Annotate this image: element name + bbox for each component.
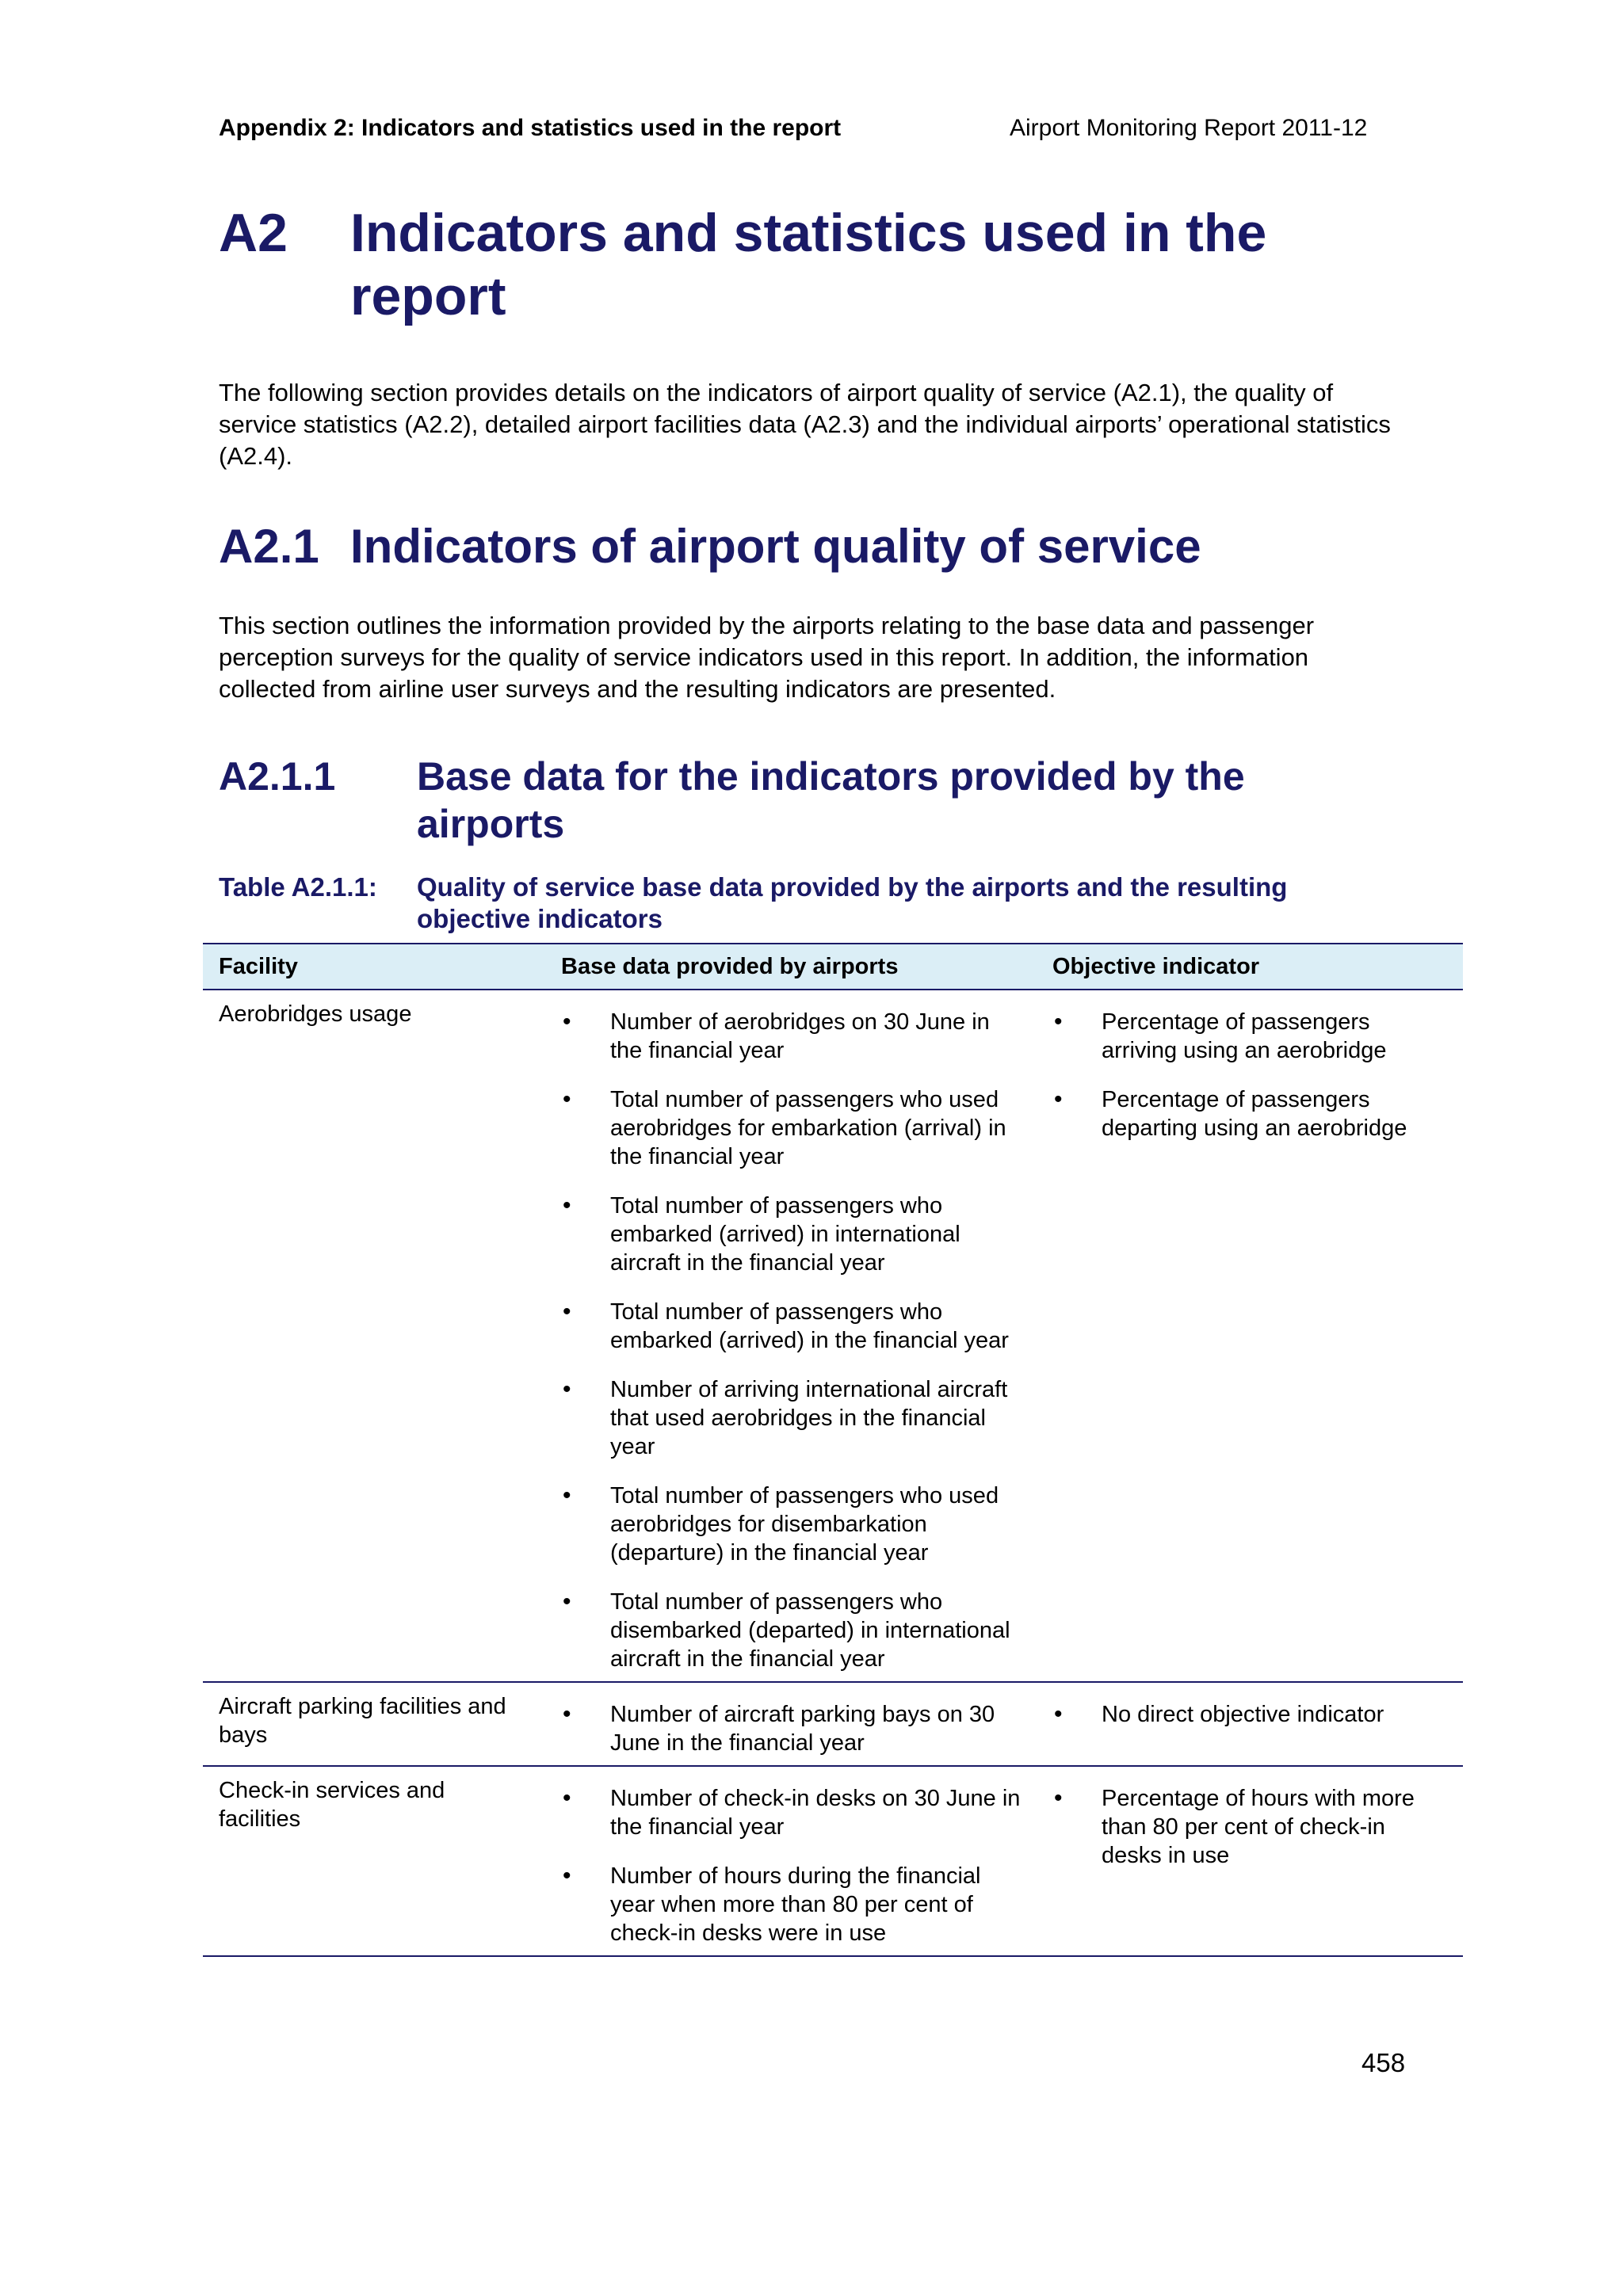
base-data-cell: [545, 1766, 1037, 1956]
list-item: • Percentage of hours with more than 80 per cent of check-in desks in use: [1054, 1785, 1415, 1868]
table-row: [203, 990, 1463, 1682]
page-number: 458: [1361, 2048, 1406, 2077]
list-item: • No direct objective indicator: [1054, 1701, 1384, 1727]
list-item: • Percentage of passengers departing using an aerobridge: [1054, 1086, 1407, 1141]
bullet-icon: •: [563, 1376, 571, 1402]
column-header-facility: Facility: [203, 944, 545, 990]
bullet-icon: •: [563, 1785, 571, 1811]
subsection-title: Base data for the indicators provided by the airports: [417, 754, 1245, 846]
section-paragraph: This section outlines the information provided by the airports relating to the base data and passenger perception surveys for the quality of service indicators used in this report. In addition, the information collected from airline user surveys and the resulting indicators are presented.: [219, 612, 1315, 703]
indicator-list: [1052, 1784, 1447, 1870]
bullet-icon: •: [563, 1482, 571, 1508]
base-data-cell: [545, 1682, 1037, 1766]
facility-cell: Aerobridges usage: [203, 990, 545, 1682]
list-item: • Number of aerobridges on 30 June in the financial year: [563, 1009, 990, 1063]
bullet-icon: •: [1054, 1086, 1063, 1112]
bullet-icon: •: [563, 1192, 571, 1219]
list-item: • Number of arriving international aircraft that used aerobridges in the financial year: [563, 1376, 1008, 1459]
bullet-icon: •: [563, 1701, 571, 1727]
bullet-icon: •: [563, 1299, 571, 1325]
subsection-heading: [219, 753, 1407, 848]
section-title: Indicators of airport quality of service: [350, 520, 1201, 573]
intro-paragraph: The following section provides details on the indicators of airport quality of service (A2.1), the quality of service statistics (A2.2), detailed airport facilities data (A2.3) and the individual airports’ operational statistics (A2.4).: [219, 379, 1391, 470]
bullet-icon: •: [1054, 1701, 1063, 1727]
list-item: • Total number of passengers who embarked (arrived) in international aircraft in the financial year: [563, 1192, 960, 1276]
objective-indicator-cell: [1037, 990, 1463, 1682]
column-header-base-data: Base data provided by airports: [545, 944, 1037, 990]
list-item: • Number of check-in desks on 30 June in the financial year: [563, 1785, 1021, 1840]
list-item: • Total number of passengers who embarked (arrived) in the financial year: [563, 1299, 1009, 1353]
table-caption-number: Table A2.1.1:: [219, 872, 377, 902]
objective-indicator-cell: [1037, 1766, 1463, 1956]
list-item: • Percentage of passengers arriving using an aerobridge: [1054, 1009, 1387, 1063]
chapter-number: A2: [219, 203, 288, 263]
section-number: A2.1: [219, 520, 319, 573]
base-data-list: [561, 1784, 1021, 1947]
running-header-right: Airport Monitoring Report 2011-12: [1010, 115, 1368, 141]
table-row: [203, 1766, 1463, 1956]
bullet-icon: •: [563, 1009, 571, 1035]
base-data-list: [561, 1700, 1021, 1757]
table-row: [203, 1682, 1463, 1766]
chapter-title: Indicators and statistics used in the report: [350, 203, 1267, 326]
facility-cell: Aircraft parking facilities and bays: [203, 1682, 545, 1766]
bullet-icon: •: [1054, 1785, 1063, 1811]
bullet-icon: •: [563, 1086, 571, 1112]
column-header-objective-indicator: Objective indicator: [1037, 944, 1463, 990]
objective-indicator-cell: [1037, 1682, 1463, 1766]
section-heading: [219, 518, 1201, 575]
running-header-left: Appendix 2: Indicators and statistics used in the report: [219, 115, 842, 141]
list-item: • Total number of passengers who disembarked (departed) in international aircraft in the financial year: [563, 1589, 1010, 1672]
indicator-list: [1052, 1008, 1447, 1142]
subsection-number: A2.1.1: [219, 754, 336, 799]
table-caption-title: Quality of service base data provided by the airports and the resulting objective indicators: [417, 872, 1288, 933]
base-data-list: [561, 1008, 1021, 1673]
list-item: • Number of hours during the financial year when more than 80 per cent of check-in desks were in use: [563, 1863, 981, 1946]
bullet-icon: •: [1054, 1009, 1063, 1035]
indicator-list: [1052, 1700, 1447, 1729]
list-item: • Total number of passengers who used aerobridges for embarkation (arrival) in the financial year: [563, 1086, 1006, 1169]
bullet-icon: •: [563, 1589, 571, 1615]
chapter-heading: [219, 201, 1407, 328]
bullet-icon: •: [563, 1863, 571, 1889]
table-header-row: [203, 944, 1463, 990]
list-item: • Number of aircraft parking bays on 30 June in the financial year: [563, 1701, 995, 1756]
table-caption: [219, 871, 1407, 935]
facility-cell: Check-in services and facilities: [203, 1766, 545, 1956]
base-data-cell: [545, 990, 1037, 1682]
list-item: • Total number of passengers who used aerobridges for disembarkation (departure) in the financial year: [563, 1482, 999, 1566]
quality-of-service-table: [203, 943, 1463, 1957]
